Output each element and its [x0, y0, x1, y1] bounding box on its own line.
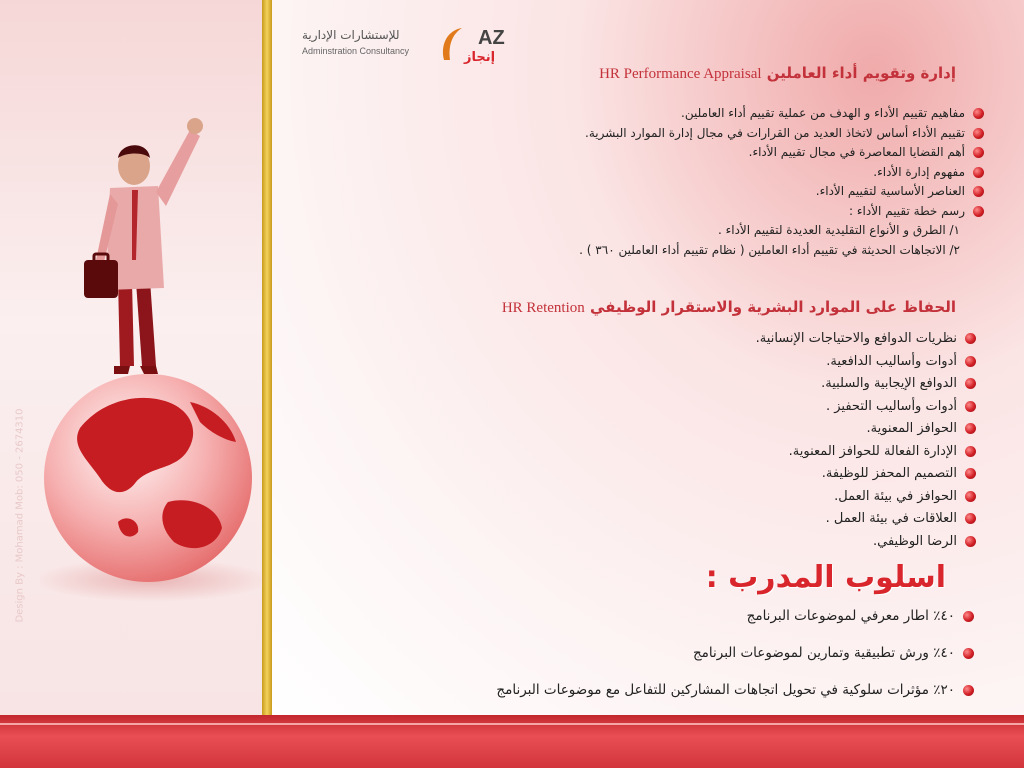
performance-appraisal-list — [579, 104, 984, 260]
bottom-band — [0, 715, 1024, 768]
bullet-icon — [963, 685, 974, 696]
list-item: أدوات وأساليب التحفيز . — [756, 396, 976, 419]
trainer-method-title: اسلوب المدرب : — [705, 560, 946, 595]
section-title-hr-retention — [502, 298, 956, 317]
list-item: أهم القضايا المعاصرة في مجال تقييم الأداء. — [579, 143, 984, 163]
svg-text:AZ: AZ — [478, 27, 505, 49]
list-item: ٢٠٪ مؤثرات سلوكية في تحويل اتجاهات المشاركين للتفاعل مع موضوعات البرنامج — [496, 672, 974, 709]
bullet-icon — [965, 446, 976, 457]
businessman — [84, 118, 203, 374]
injaz-logo-mark — [438, 24, 518, 64]
list-item: العلاقات في بيئة العمل . — [756, 508, 976, 531]
list-item: الإدارة الفعالة للحوافز المعنوية. — [756, 441, 976, 464]
bullet-icon — [965, 513, 976, 524]
list-item: مفهوم إدارة الأداء. — [579, 163, 984, 183]
bullet-icon — [965, 423, 976, 434]
bullet-icon — [973, 147, 984, 158]
list-item: العناصر الأساسية لتقييم الأداء. — [579, 182, 984, 202]
list-item: أدوات وأساليب الدافعية. — [756, 351, 976, 374]
section-title-english: HR Performance Appraisal — [599, 66, 762, 82]
list-item: الحوافز المعنوية. — [756, 418, 976, 441]
bullet-icon — [963, 611, 974, 622]
bullet-icon — [965, 468, 976, 479]
list-item: الرضا الوظيفي. — [756, 531, 976, 554]
businessman-on-globe-illustration — [40, 110, 280, 610]
bullet-icon — [965, 356, 976, 367]
list-item: تقييم الأداء أساس لاتخاذ العديد من القرارات في مجال إدارة الموارد البشرية. — [579, 124, 984, 144]
bullet-icon — [965, 536, 976, 547]
section-title-english: HR Retention — [501, 300, 585, 316]
section-title-performance-appraisal — [599, 64, 956, 83]
bullet-icon — [963, 648, 974, 659]
bullet-icon — [965, 333, 976, 344]
section-title-arabic: إدارة وتقويم أداء العاملين — [766, 64, 956, 82]
logo-arabic-name: للإستشارات الإدارية — [302, 28, 400, 42]
list-item: الحوافز في بيئة العمل. — [756, 486, 976, 509]
bullet-icon — [973, 128, 984, 139]
trainer-method-list — [496, 598, 974, 709]
briefcase — [84, 260, 118, 298]
list-item: مفاهيم تقييم الأداء و الهدف من عملية تقييم أداء العاملين. — [579, 104, 984, 124]
sub-list-item: ١/ الطرق و الأنواع التقليدية العديدة لتقييم الأداء . — [717, 223, 960, 237]
svg-text:إنجاز: إنجاز — [464, 50, 496, 64]
list-item: التصميم المحفز للوظيفة. — [756, 463, 976, 486]
bullet-icon — [973, 167, 984, 178]
company-logo — [300, 22, 520, 66]
list-item: ٤٠٪ اطار معرفي لموضوعات البرنامج — [496, 598, 974, 635]
designer-credit: Design By : Mohamad Mob: 050 - 2674310 — [14, 408, 26, 623]
bullet-icon — [973, 186, 984, 197]
bullet-icon — [973, 108, 984, 119]
list-item: رسم خطة تقييم الأداء : — [579, 202, 984, 222]
sub-list-item: ٢/ الاتجاهات الحديثة في تقييم أداء العاملين ( نظام تقييم أداء العاملين ٣٦٠ ) . — [579, 242, 960, 257]
bullet-icon — [965, 491, 976, 502]
bullet-icon — [973, 206, 984, 217]
list-item: ٤٠٪ ورش تطبيقية وتمارين لموضوعات البرنامج — [496, 635, 974, 672]
logo-english-name: Adminstration Consultancy — [302, 46, 410, 56]
bullet-icon — [965, 378, 976, 389]
list-item: نظريات الدوافع والاحتياجات الإنسانية. — [756, 328, 976, 351]
section-title-arabic: الحفاظ على الموارد البشرية والاستقرار الوظيفي — [590, 298, 956, 316]
hr-retention-list — [756, 328, 976, 553]
list-item: الدوافع الإيجابية والسلبية. — [756, 373, 976, 396]
bullet-icon — [965, 401, 976, 412]
